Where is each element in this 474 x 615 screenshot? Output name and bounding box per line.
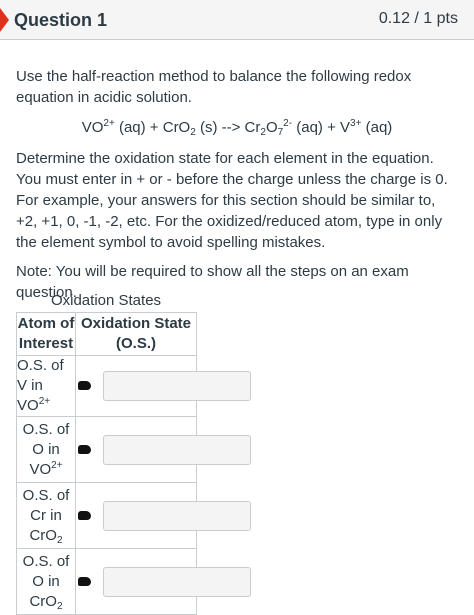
question-header xyxy=(0,0,474,40)
table-row xyxy=(17,356,197,417)
question-intro: Use the half-reaction method to balance the following redox equation in acidic solution. xyxy=(16,68,412,106)
question-instructions: Determine the oxidation state for each element in the equation. You must enter in + or - before the charge unless the charge is 0. For example, your answers for this section should be similar to, +2, +1, 0, -1, -2, etc. For the oxidized/reduced atom, type in only the element symbol to avoid spelling mistakes. xyxy=(16,150,448,251)
oxidation-states-table xyxy=(16,312,197,615)
answer-cell xyxy=(76,549,197,615)
column-header-os: Oxidation State (O.S.) xyxy=(76,313,197,356)
table-header-row xyxy=(17,313,197,356)
answer-input-v-in-vo2[interactable] xyxy=(103,371,251,401)
answer-input-o-in-cro2[interactable] xyxy=(103,567,251,597)
question-note: Note: You will be required to show all the steps on an exam question. xyxy=(16,263,409,301)
redox-equation: $VO^{2+}$ (aq) + CrO$_2$ (s) --> $Cr_2O_7^{2-}$ $(aq) + V^{3+}$ (aq) xyxy=(81,118,393,138)
atom-label: O.S. of O in $VO^{2+}$ xyxy=(17,417,76,483)
atom-label: O.S. of O in CrO$_2$ xyxy=(17,549,76,615)
marker-icon xyxy=(78,511,91,520)
question-title: Question 1 xyxy=(14,10,108,30)
table-caption: Oxidation States xyxy=(50,292,162,309)
answer-cell xyxy=(76,483,197,549)
column-header-atom: Atom of Interest xyxy=(17,313,76,356)
marker-icon xyxy=(78,381,91,390)
answer-cell xyxy=(76,417,197,483)
marker-icon xyxy=(78,577,91,586)
answer-input-o-in-vo2[interactable] xyxy=(103,435,251,465)
answer-input-cr-in-cro2[interactable] xyxy=(103,501,251,531)
atom-label: O.S. of Cr in CrO$_2$ xyxy=(17,483,76,549)
marker-icon xyxy=(78,445,91,454)
table-row xyxy=(17,417,197,483)
answer-cell xyxy=(76,356,197,417)
atom-label: O.S. of V in $VO^{2+}$ xyxy=(17,356,76,417)
flag-icon[interactable] xyxy=(0,8,9,32)
table-row xyxy=(17,483,197,549)
question-points: 0.12 / 1 pts xyxy=(378,10,458,27)
table-row xyxy=(17,549,197,615)
